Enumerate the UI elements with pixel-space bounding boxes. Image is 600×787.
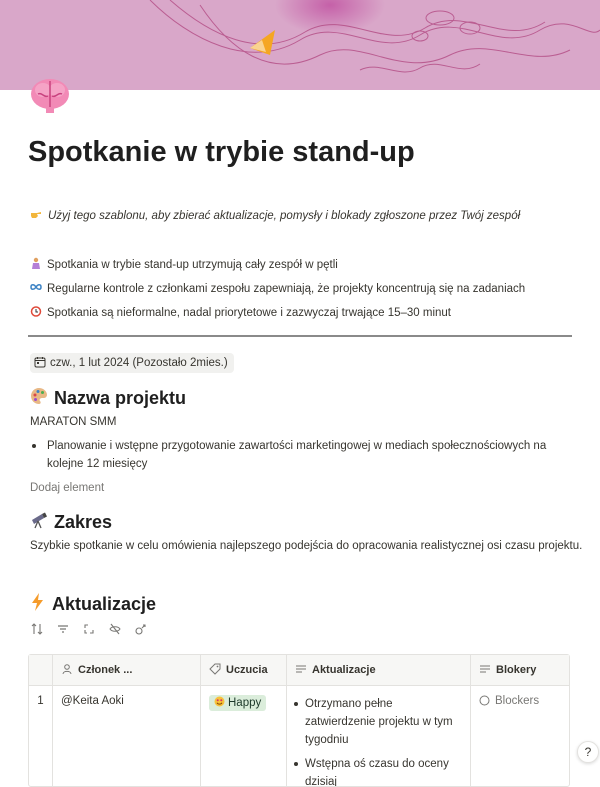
blocker-text: Blockers bbox=[495, 695, 540, 707]
column-label: Blokery bbox=[496, 664, 537, 676]
palette-icon bbox=[30, 387, 48, 410]
table-header bbox=[29, 655, 569, 686]
tag-icon bbox=[209, 663, 221, 678]
project-name[interactable]: MARATON SMM bbox=[30, 416, 117, 428]
feeling-label: Happy bbox=[228, 697, 262, 709]
member-cell[interactable]: @Keita Aoki bbox=[53, 686, 201, 786]
circle-icon bbox=[479, 695, 490, 709]
column-label: Uczucia bbox=[226, 664, 268, 676]
row-index: 1 bbox=[29, 686, 53, 786]
feeling-cell[interactable] bbox=[201, 686, 287, 786]
callout-text: Użyj tego szablonu, aby zbierać aktualizacje, pomysły i blokady zgłoszone przez Twój zespół bbox=[48, 209, 521, 222]
alarm-clock-icon bbox=[30, 305, 42, 320]
point-item bbox=[30, 257, 338, 272]
column-label: Członek ... bbox=[78, 664, 133, 676]
callout bbox=[30, 208, 520, 223]
cover-image[interactable] bbox=[0, 0, 600, 90]
brain-icon[interactable] bbox=[28, 72, 72, 116]
column-updates[interactable] bbox=[287, 655, 471, 685]
updates-heading-text: Aktualizacje bbox=[52, 594, 157, 614]
hide-icon[interactable] bbox=[108, 622, 122, 641]
page-title[interactable]: Spotkanie w trybie stand-up bbox=[28, 136, 415, 168]
text-lines-icon bbox=[479, 663, 491, 678]
bullet-dot bbox=[32, 444, 36, 448]
telescope-icon bbox=[30, 511, 48, 534]
update-item: Wstępna oś czasu do oceny dzisiaj bbox=[305, 755, 462, 786]
link-icon[interactable] bbox=[134, 622, 148, 641]
happy-tag[interactable] bbox=[209, 695, 266, 711]
project-heading[interactable] bbox=[30, 387, 186, 410]
help-button[interactable]: ? bbox=[577, 741, 599, 763]
smiling-face-icon bbox=[214, 696, 225, 710]
update-item: Otrzymano pełne zatwierdzenie projektu w tym tygodniu bbox=[305, 695, 462, 749]
blockers-cell[interactable] bbox=[471, 686, 569, 786]
filter-icon[interactable] bbox=[56, 622, 70, 641]
calendar-icon bbox=[34, 356, 46, 371]
point-text: Regularne kontrole z członkami zespołu zapewniają, że projekty koncentrują się na zadaniach bbox=[47, 282, 526, 295]
date-mention[interactable] bbox=[30, 353, 234, 373]
updates-table bbox=[28, 654, 570, 787]
view-toolbar bbox=[30, 622, 148, 641]
scope-text[interactable]: Szybkie spotkanie w celu omówienia najlepszego podejścia do opracowania realistycznej osi czasu projektu. bbox=[30, 540, 583, 552]
updates-cell[interactable] bbox=[287, 686, 471, 786]
list-item-text-cont: kolejne 12 miesięcy bbox=[47, 458, 148, 470]
point-text: Spotkania są nieformalne, nadal priorytetowe i zazwyczaj trwające 15–30 minut bbox=[47, 306, 451, 319]
person-icon bbox=[61, 663, 73, 678]
pointing-hand-icon bbox=[30, 208, 42, 223]
scope-heading-text: Zakres bbox=[54, 512, 113, 532]
person-icon bbox=[30, 257, 42, 272]
cover-art bbox=[0, 0, 600, 90]
point-item bbox=[30, 305, 451, 320]
table-row[interactable] bbox=[29, 686, 569, 786]
column-blockers[interactable] bbox=[471, 655, 569, 685]
divider bbox=[28, 335, 572, 337]
updates-heading[interactable] bbox=[30, 593, 156, 616]
expand-icon[interactable] bbox=[82, 622, 96, 641]
project-heading-text: Nazwa projektu bbox=[54, 388, 187, 408]
list-item-text: Planowanie i wstępne przygotowanie zawartości marketingowej w mediach społecznościowych na bbox=[47, 440, 547, 452]
text-lines-icon bbox=[295, 663, 307, 678]
sort-icon[interactable] bbox=[30, 622, 44, 641]
list-item[interactable] bbox=[30, 437, 550, 473]
lightning-icon bbox=[30, 593, 46, 616]
column-member[interactable] bbox=[53, 655, 201, 685]
header-index bbox=[29, 655, 53, 685]
column-feelings[interactable] bbox=[201, 655, 287, 685]
add-element-button[interactable]: Dodaj element bbox=[30, 482, 105, 494]
point-item bbox=[30, 281, 525, 296]
infinity-icon bbox=[30, 281, 42, 296]
scope-heading[interactable] bbox=[30, 511, 112, 534]
point-text: Spotkania w trybie stand-up utrzymują cały zespół w pętli bbox=[47, 258, 338, 271]
column-label: Aktualizacje bbox=[312, 664, 376, 676]
date-text: czw., 1 lut 2024 (Pozostało 2mies.) bbox=[50, 357, 228, 369]
